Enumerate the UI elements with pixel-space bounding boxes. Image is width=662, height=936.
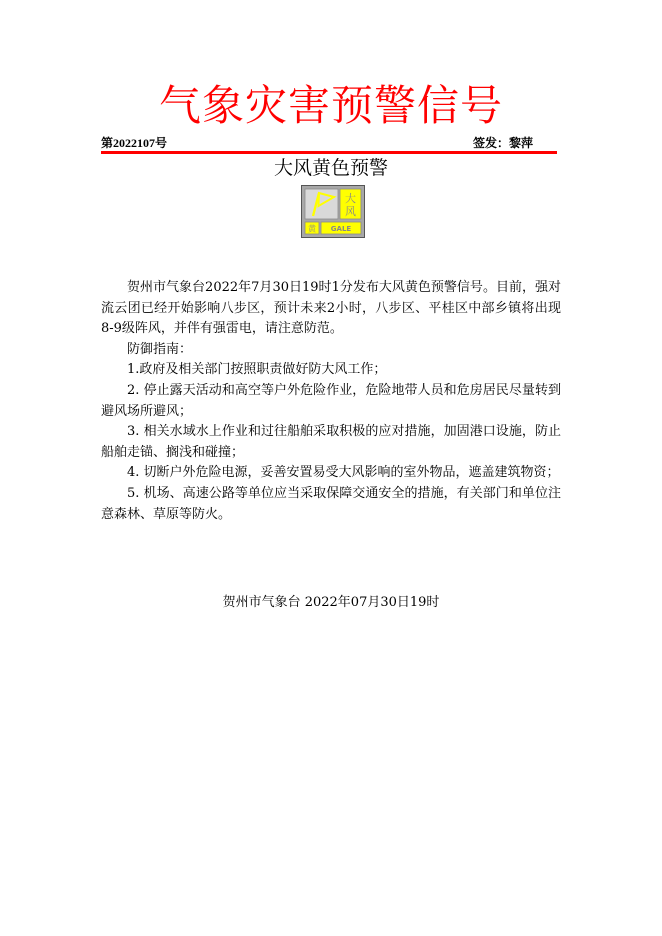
icon-char-bottom: 风 (345, 205, 356, 218)
icon-label-en: GALE (330, 225, 352, 233)
icon-char-top: 大 (345, 192, 356, 205)
warning-subtitle: 大风黄色预警 (273, 157, 388, 179)
icon-label-cn: 黄 (308, 224, 316, 234)
gale-yellow-warning-icon (301, 185, 365, 238)
document-title: 气象灾害预警信号 (158, 81, 503, 130)
meta-row (101, 135, 533, 151)
signer: 签发：黎萍 (472, 136, 533, 150)
body-paragraph-guide-heading: 防御指南： (127, 341, 193, 357)
issuer-footer: 贺州市气象台 2022年07月30日19时 (222, 595, 440, 610)
gale-warning-graphic (301, 185, 365, 238)
body-paragraph-guide-5: 5. 机场、高速公路等单位应当采取保障交通安全的措施，有关部门和单位注意森林、草原等防火。 (101, 485, 561, 522)
body-paragraph-guide-4: 4. 切断户外危险电源，妥善安置易受大风影响的室外物品，遮盖建筑物资； (127, 465, 560, 481)
warning-body (101, 278, 561, 525)
doc-number: 第2022107号 (101, 136, 168, 150)
body-paragraph-guide-2: 2. 停止露天活动和高空等户外危险作业，危险地带人员和危房居民尽量转到避风场所避风； (101, 382, 561, 419)
body-paragraph-guide-3: 3. 相关水域水上作业和过往船舶采取积极的应对措施，加固港口设施，防止船舶走锚、搁浅和碰撞； (101, 424, 561, 460)
body-paragraph-guide-1: 1.政府及相关部门按照职责做好防大风工作； (127, 362, 387, 378)
body-paragraph-announcement: 贺州市气象台2022年7月30日19时1分发布大风黄色预警信号。目前，强对流云团已经开始影响八步区，预计未来2小时，八步区、平桂区中部乡镇将出现8-9级阵风，并伴有强雷电，请注意防范。 (101, 280, 561, 337)
